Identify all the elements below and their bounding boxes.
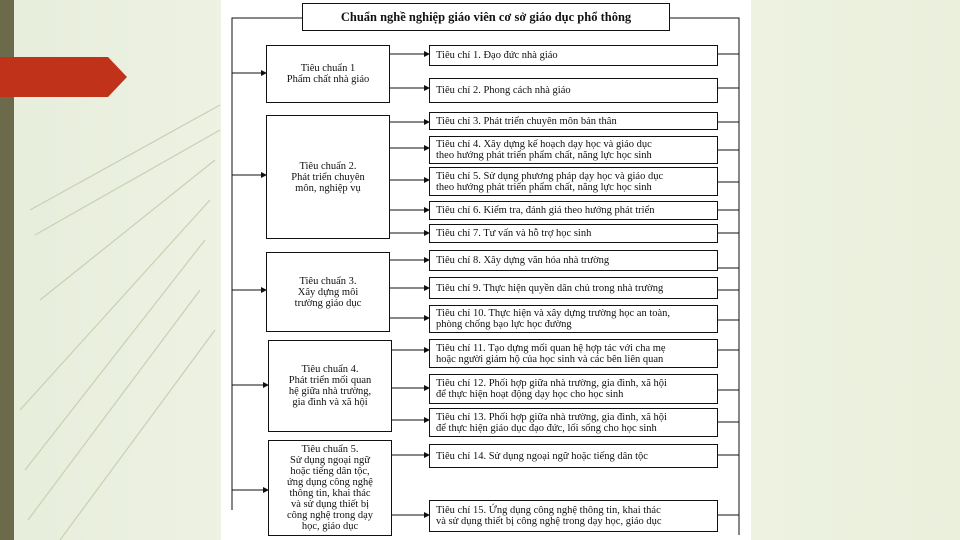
criterion-4-box bbox=[429, 136, 718, 164]
criterion-8-box bbox=[429, 250, 718, 271]
criterion-1-text: Tiêu chí 1. Đạo đức nhà giáo bbox=[436, 50, 558, 61]
criterion-7-box bbox=[429, 224, 718, 243]
criterion-7-text: Tiêu chí 7. Tư vấn và hỗ trợ học sinh bbox=[436, 228, 592, 239]
standard-3-text: Tiêu chuẩn 3. Xây dựng môi trường giáo dục bbox=[294, 275, 362, 309]
criterion-14-text: Tiêu chí 14. Sử dụng ngoại ngữ hoặc tiếng dân tộc bbox=[436, 450, 648, 462]
criterion-14-box bbox=[429, 444, 718, 468]
standard-2-text: Tiêu chuẩn 2. Phát triển chuyên môn, nghiệp vụ bbox=[291, 160, 365, 194]
criterion-6-box bbox=[429, 201, 718, 220]
criterion-15-box bbox=[429, 500, 718, 532]
criterion-15-text: Tiêu chí 15. Ứng dụng công nghệ thông tin, khai thác và sử dụng thiết bị công nghệ trong dạy học, giáo dục bbox=[436, 505, 662, 527]
standard-5-box bbox=[268, 440, 392, 536]
standard-5-text: Tiêu chuẩn 5. Sử dụng ngoại ngữ hoặc tiếng dân tộc, ứng dụng công nghệ thông tin, khai thác và sử dụng thiết bị công nghệ trong dạy học, giáo dục bbox=[286, 444, 374, 532]
standard-4-text: Tiêu chuẩn 4. Phát triển mối quan hệ giữa nhà trường, gia đình và xã hội bbox=[288, 364, 372, 408]
standard-1-text: Tiêu chuẩn 1 Phẩm chất nhà giáo bbox=[286, 63, 370, 85]
criterion-5-box bbox=[429, 167, 718, 196]
criterion-5-text: Tiêu chí 5. Sử dụng phương pháp dạy học và giáo dục theo hướng phát triển phẩm chất, năng lực học sinh bbox=[436, 170, 664, 193]
criterion-8-text: Tiêu chí 8. Xây dựng văn hóa nhà trường bbox=[436, 255, 610, 266]
criterion-12-text: Tiêu chí 12. Phối hợp giữa nhà trường, gia đình, xã hội để thực hiện hoạt động dạy học cho học sinh bbox=[436, 378, 667, 400]
criterion-11-text: Tiêu chí 11. Tạo dựng mối quan hệ hợp tác với cha mẹ hoặc người giám hộ của học sinh và các bên liên quan bbox=[436, 342, 666, 365]
standard-4-box bbox=[268, 340, 392, 432]
criterion-13-text: Tiêu chí 13. Phối hợp giữa nhà trường, gia đình, xã hội để thực hiện giáo dục đạo đức, lối sống cho học sinh bbox=[436, 411, 667, 434]
criterion-13-box bbox=[429, 408, 718, 437]
standard-3-box bbox=[266, 252, 390, 332]
accent-arrow-tab bbox=[0, 57, 127, 97]
diagram-title: Chuẩn nghề nghiệp giáo viên cơ sở giáo dục phổ thông bbox=[302, 3, 670, 31]
criterion-11-box bbox=[429, 339, 718, 368]
criterion-3-text: Tiêu chí 3. Phát triển chuyên môn bản thân bbox=[436, 115, 617, 127]
standard-1-box bbox=[266, 45, 390, 103]
criterion-2-text: Tiêu chí 2. Phong cách nhà giáo bbox=[436, 85, 571, 96]
criterion-4-text: Tiêu chí 4. Xây dựng kế hoạch dạy học và giáo dục theo hướng phát triển phẩm chất, năng lực học sinh bbox=[436, 139, 652, 161]
criterion-9-text: Tiêu chí 9. Thực hiện quyền dân chủ trong nhà trường bbox=[436, 282, 664, 294]
criterion-6-text: Tiêu chí 6. Kiểm tra, đánh giá theo hướng phát triển bbox=[436, 205, 655, 216]
criterion-1-box bbox=[429, 45, 718, 66]
criterion-2-box bbox=[429, 78, 718, 103]
standard-2-box bbox=[266, 115, 390, 239]
criterion-10-text: Tiêu chí 10. Thực hiện và xây dựng trường học an toàn, phòng chống bạo lực học đường bbox=[436, 308, 671, 330]
criterion-3-box bbox=[429, 112, 718, 130]
criterion-12-box bbox=[429, 374, 718, 404]
criterion-10-box bbox=[429, 305, 718, 333]
criterion-9-box bbox=[429, 277, 718, 299]
